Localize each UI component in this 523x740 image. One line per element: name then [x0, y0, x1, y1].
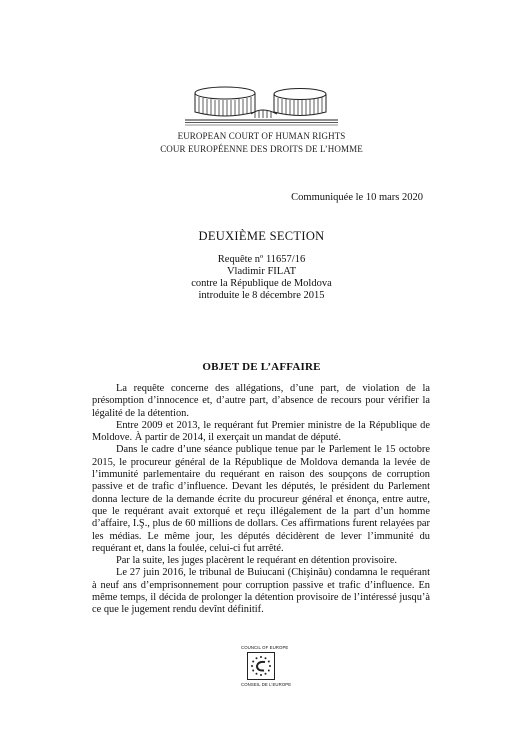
paragraph: La requête concerne des allégations, d’une part, de violation de la présomption d’innocence et, d’autre part, d’absence de recours pour vérifier la légalité de la détention. [92, 383, 430, 419]
court-name-english: EUROPEAN COURT OF HUMAN RIGHTS [177, 131, 346, 141]
application-number: Requête nº 11657/16 [217, 254, 306, 265]
communication-date: Communiquée le 10 mars 2020 [291, 192, 423, 203]
paragraph: Entre 2009 et 2013, le requérant fut Premier ministre de la République de Moldove. À partir de 2014, il exerçait un mandat de député. [92, 419, 430, 444]
section-heading: DEUXIÈME SECTION [198, 229, 325, 243]
applicant-name: Vladimir FILAT [226, 266, 297, 277]
council-of-europe-emblem-icon [247, 652, 275, 680]
paragraph: Le 27 juin 2016, le tribunal de Buiucani (Chişinău) condamna le requérant à neuf ans d’emprisonnement pour corruption passive et trafic d’influence. En même temps, il décida de prolonger la détention provisoire de l’intéressé jusqu’à ce que le jugement rendu devînt définitif. [92, 567, 430, 616]
council-of-europe-label-fr: CONSEIL DE L’EUROPE [241, 682, 292, 687]
court-building-logo [185, 84, 338, 126]
paragraph: Dans le cadre d’une séance publique tenue par le Parlement le 15 octobre 2015, le procureur général de la République de Moldova demanda la levée de l’immunité parlementaire du requérant en raison des soupçons de corruption passive et de trafic d’influence. Devant les députés, le président du Parlement donna lecture de la demande écrite du procureur général et énonça, entre autre, que le requérant avait extorqué et reçu illégalement de la part d’un homme d’affaire, I.Ş., plus de 60 millions de dollars. Ces affirmations furent relayées par les médias. Le même jour, les députés décidèrent de lever l’immunité du requérant et, dans la foulée, celui-ci fut arrêté. [92, 444, 430, 554]
paragraph: Par la suite, les juges placèrent le requérant en détention provisoire. [116, 555, 398, 567]
lodged-date: introduite le 8 décembre 2015 [198, 290, 325, 301]
council-of-europe-label-en: COUNCIL OF EUROPE [241, 645, 289, 650]
court-name-french: COUR EUROPÉENNE DES DROITS DE L’HOMME [160, 144, 363, 154]
subject-heading: OBJET DE L’AFFAIRE [202, 361, 321, 373]
document-body [92, 383, 430, 617]
respondent-state: contre la République de Moldova [191, 278, 332, 289]
council-of-europe-logo [241, 645, 292, 687]
